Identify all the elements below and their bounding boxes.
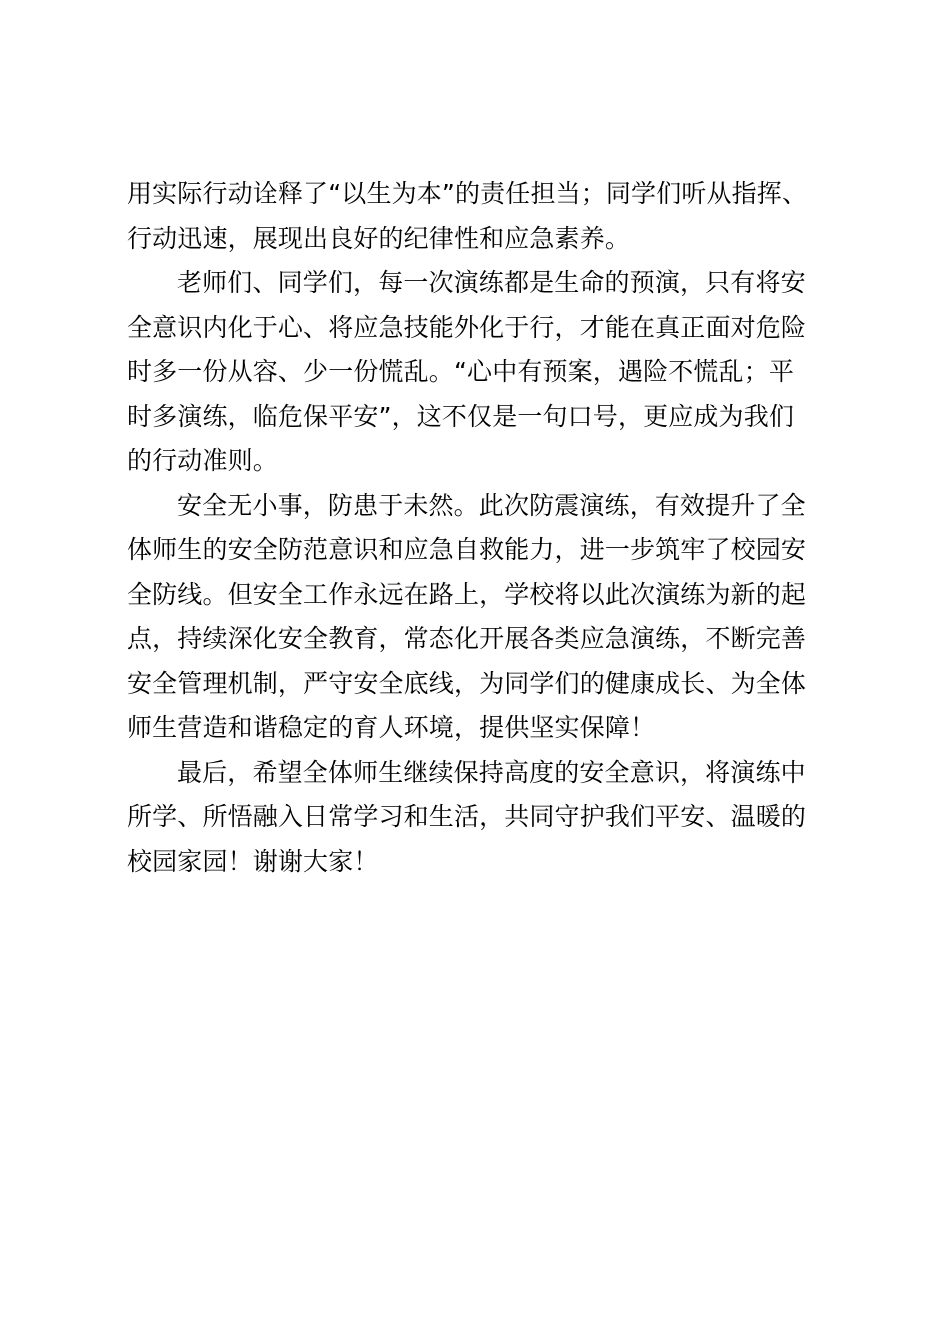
body-text [127,172,837,884]
text-line: 行动迅速，展现出良好的纪律性和应急素养。 [127,223,631,253]
text-line: 师生营造和谐稳定的育人环境，提供坚实保障！ [127,713,656,742]
text-line: 所学、所悟融入日常学习和生活，共同守护我们平安、温暖的 [127,802,807,831]
text-line: 安全管理机制，严守安全底线，为同学们的健康成长、为全体 [127,668,807,698]
text-line: 时多演练，临危保平安”，这不仅是一句口号，更应成为我们 [127,401,795,431]
text-line: 点，持续深化安全教育，常态化开展各类应急演练，不断完善 [127,624,807,653]
paragraph-start-line: 安全无小事，防患于未然。此次防震演练，有效提升了全 [177,490,806,520]
paragraph-start-line: 老师们、同学们，每一次演练都是生命的预演，只有将安 [177,268,806,297]
text-line: 用实际行动诠释了“以生为本”的责任担当；同学们听从指挥、 [127,179,808,208]
text-line: 体师生的安全防范意识和应急自救能力，进一步筑牢了校园安 [127,535,807,564]
paragraph-start-line: 最后，希望全体师生继续保持高度的安全意识，将演练中 [177,757,806,787]
text-line: 校园家园！谢谢大家！ [127,846,379,876]
text-line: 全意识内化于心、将应急技能外化于行，才能在真正面对危险 [127,312,807,342]
text-line: 的行动准则。 [127,446,278,475]
text-line: 时多一份从容、少一份慌乱。“心中有预案，遇险不慌乱；平 [127,357,795,386]
text-line: 全防线。但安全工作永远在路上，学校将以此次演练为新的起 [127,579,807,609]
